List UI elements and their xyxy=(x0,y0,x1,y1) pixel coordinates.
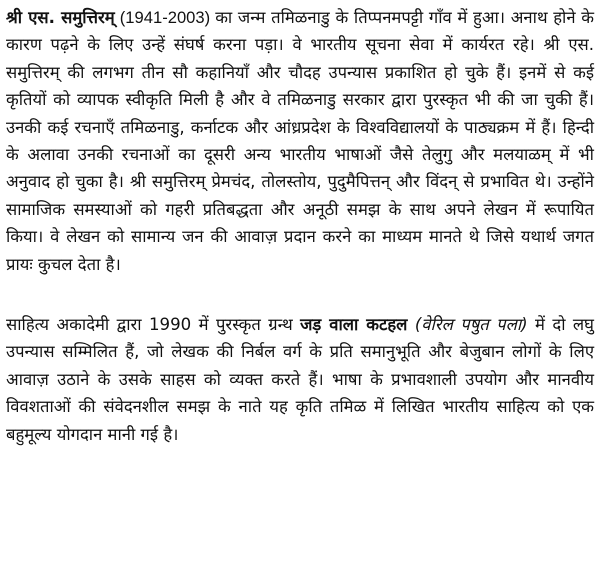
book-title: जड़ वाला कटहल xyxy=(300,315,408,335)
biography-text: का जन्म तमिळनाडु के तिप्पनमपट्टी गाँव में हुआ। अनाथ होने के कारण पढ़ने के लिए उन्हें संघर्ष करना पड़ा। वे भारतीय सूचना सेवा में कार्यरत रहे। श्री एस. समुत्तिरम् की लगभग तीन सौ कहानियाँ और चौदह उपन्यास प्रकाशित हो चुके हैं। इनमें से कई कृतियों को व्यापक स्वीकृति मिली है और वे तमिळनाडु सरकार द्वारा पुरस्कृत भी की जा चुकी हैं। उनकी कई रचनाएँ तमिळनाडु, कर्नाटक और आंध्रप्रदेश के विश्वविद्यालयों के पाठ्यक्रम में हैं। हिन्दी के अलावा उनकी रचनाओं का दूसरी अन्य भारतीय भाषाओं जैसे तेलुगु और मलयाळम् में भी अनुवाद हो चुका है। श्री समुत्तिरम् प्रेमचंद, तोलस्तोय, पुदुमैपित्तन् और विंदन् से प्रभावित थे। उन्होंने सामाजिक समस्याओं को गहरी प्रतिबद्धता और अनूठी समझ के साथ अपने लेखन में रूपायित किया। वे लेखन को सामान्य जन की आवाज़ प्रदान करने का माध्यम मानते थे जिसे यथार्थ जगत प्रायः कुचल देता है। xyxy=(6,8,594,274)
award-intro-text: साहित्य अकादेमी द्वारा 1990 में पुरस्कृत ग्रन्थ xyxy=(6,315,301,335)
author-biography-paragraph xyxy=(6,4,594,278)
original-tamil-title: (वेरिल पषुत पला) xyxy=(407,315,528,335)
author-name: श्री एस. समुत्तिरम् xyxy=(6,8,115,27)
award-work-paragraph xyxy=(6,311,594,448)
author-years: (1941-2003) xyxy=(114,8,216,27)
document-page xyxy=(6,4,594,448)
award-description-text: में दो लघु उपन्यास सम्मिलित हैं, जो लेखक की निर्बल वर्ग के प्रति समानुभूति और बेजुबान लोगों के लिए आवाज़ उठाने के उसके साहस को व्यक्त करते हैं। भाषा के प्रभावशाली उपयोग और मानवीय विवशताओं की संवेदनशील समझ के नाते यह कृति तमिळ में लिखित भारतीय साहित्य को एक बहुमूल्य योगदान मानी गई है। xyxy=(6,315,594,444)
